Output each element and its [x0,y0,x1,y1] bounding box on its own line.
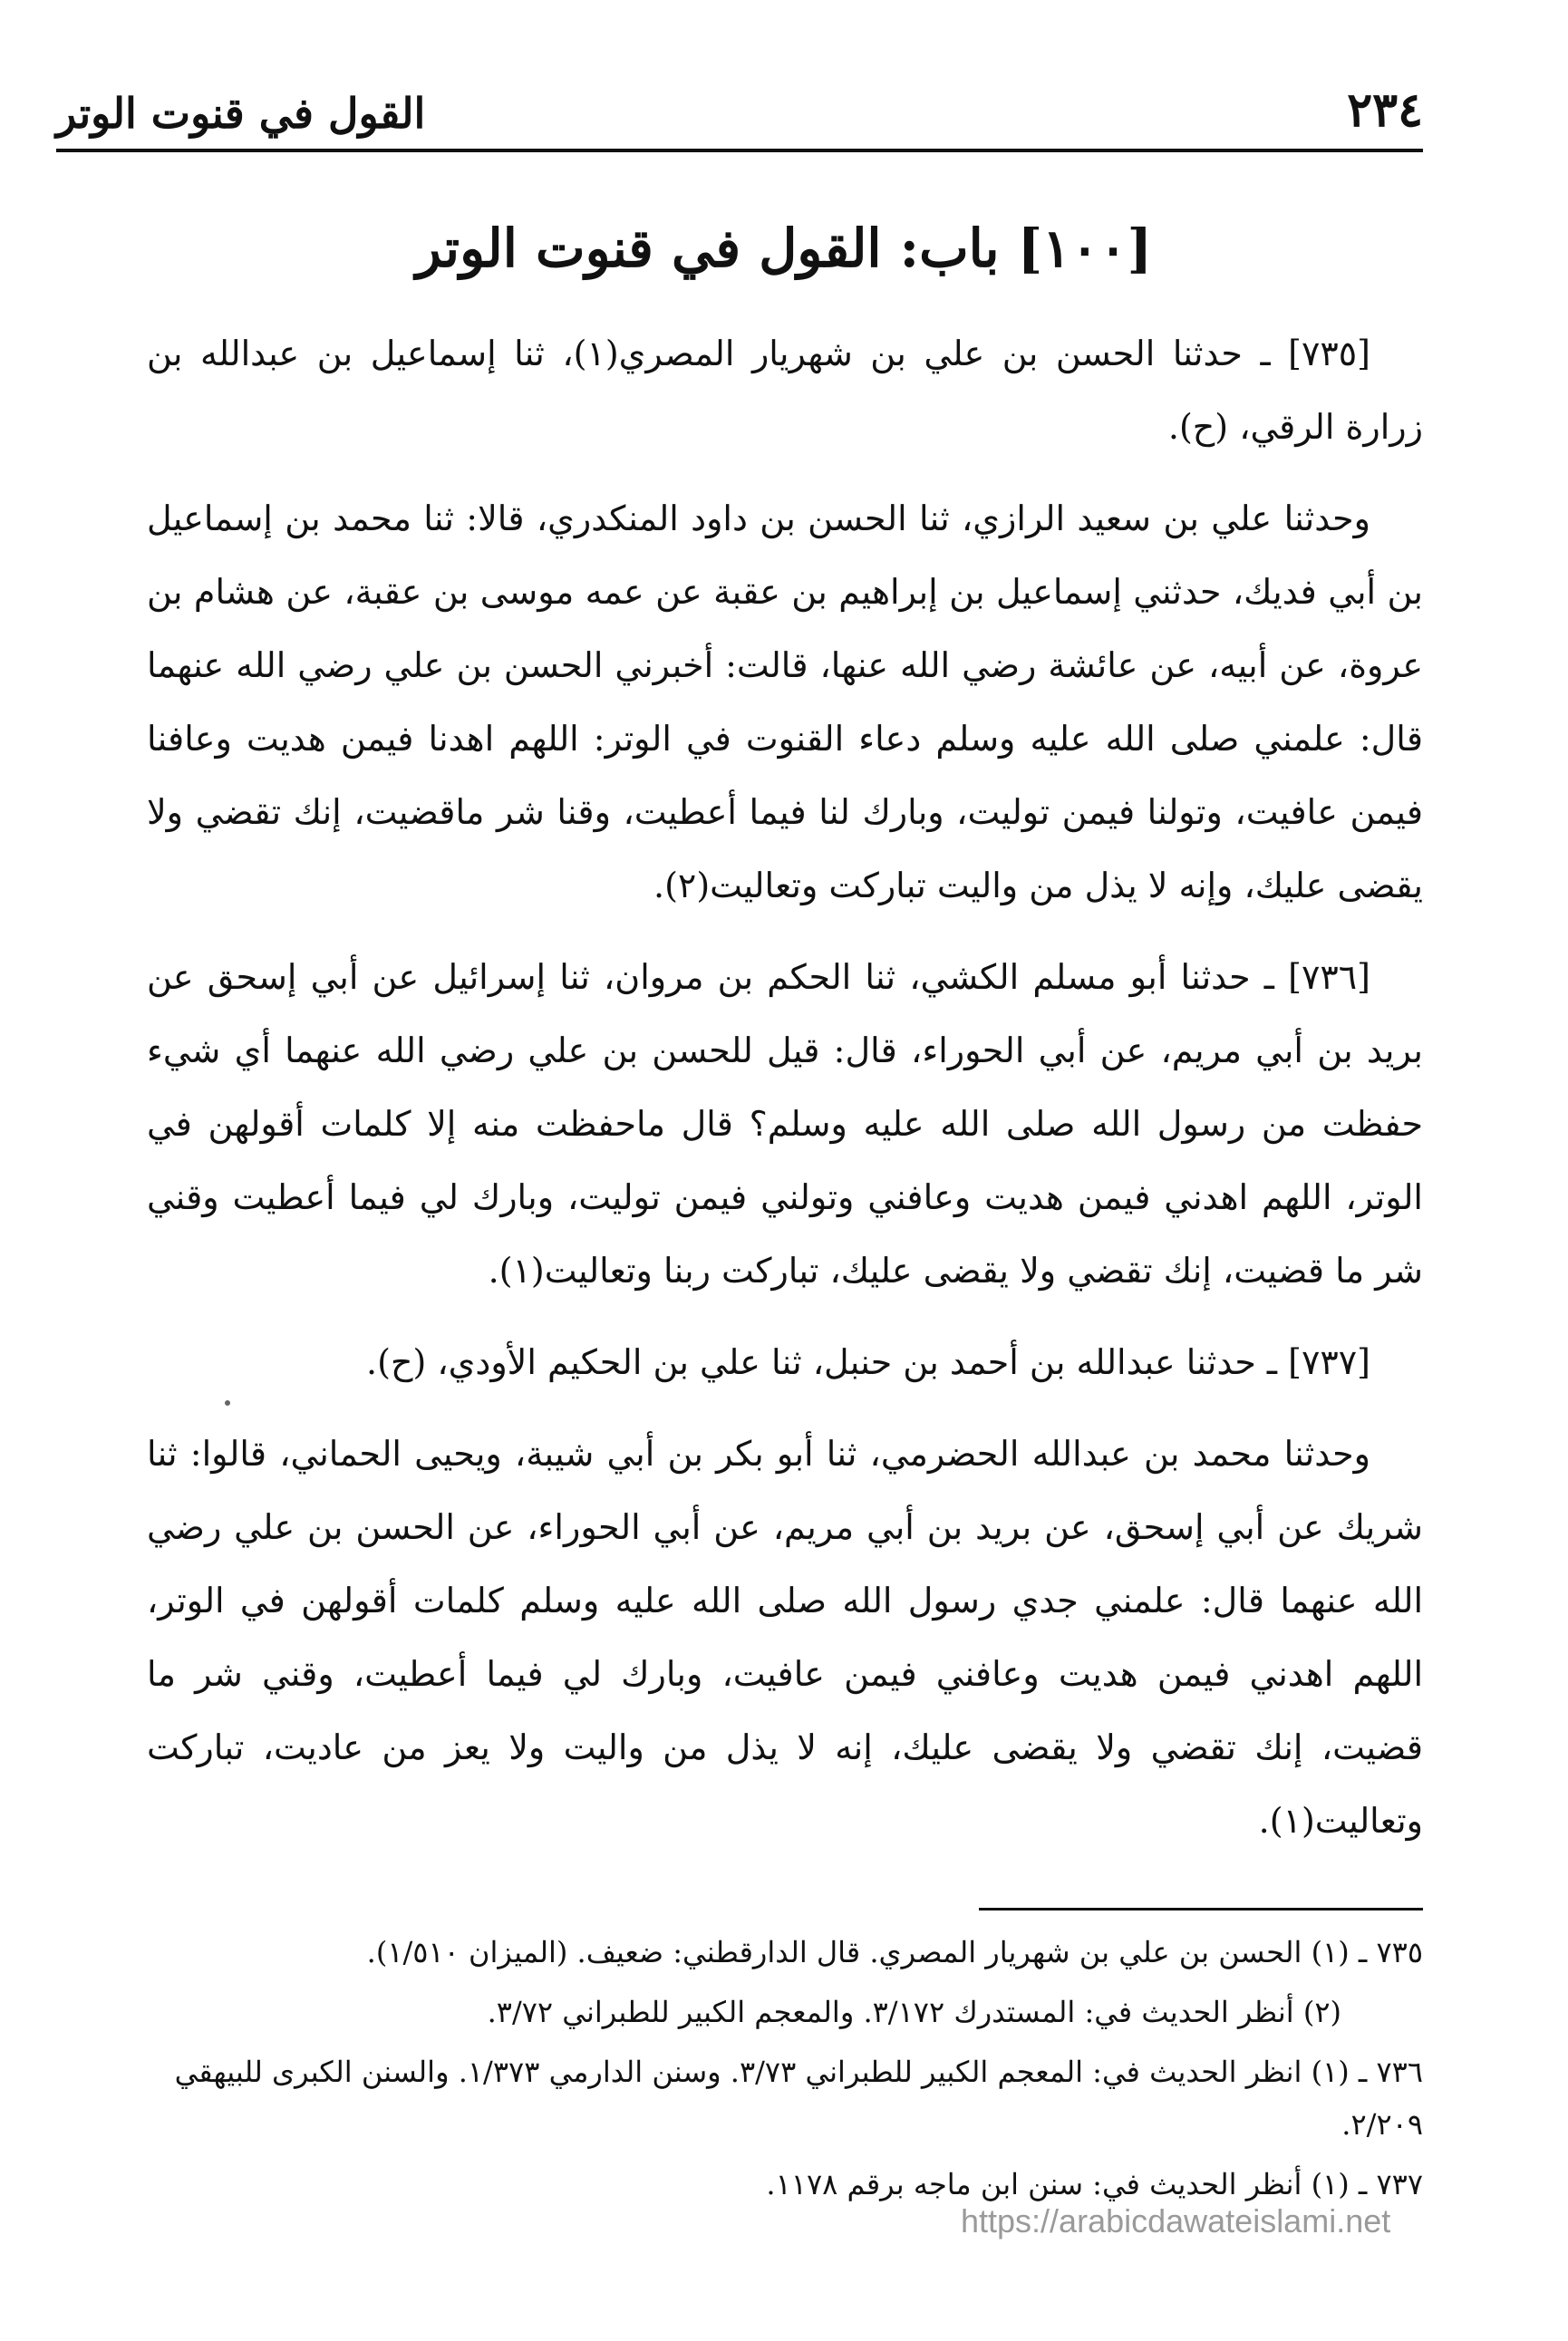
chapter-title: [١٠٠] باب: القول في قنوت الوتر [415,218,1153,279]
footnote-divider [979,1908,1423,1911]
main-text [147,317,1423,1876]
running-title: القول في قنوت الوتر [56,89,426,138]
footnotes [147,1926,1423,2218]
watermark-url: https://arabicdawateislami.net [961,2202,1391,2239]
page-number: ٢٣٤ [1347,82,1423,138]
hadith-737-chain-paragraph: وحدثنا محمد بن عبدالله الحضرمي، ثنا أبو بكر بن أبي شيبة، ويحيى الحماني، قالوا: ثنا شريك عن أبي إسحق، عن بريد بن أبي مريم، عن أبي الحوراء، عن الحسن بن علي رضي الله عنهما قال: علمني جدي رسول الله صلى الله عليه وسلم كلمات أقولهن في الوتر، اللهم اهدني فيمن هديت وعافني فيمن عافيت، وبارك لي فيما أعطيت، وقني شر ما قضيت، إنك تقضي ولا يقضى عليك، إنه لا يذل من واليت ولا يعز من عاديت، تباركت وتعاليت(١). [147,1434,1423,1841]
page-header [56,76,1423,152]
footnote-736-1: ٧٣٦ ـ (١) انظر الحديث في: المعجم الكبير للطبراني ٣/٧٣. وسنن الدارمي ١/٣٧٣. والسنن الكبرى للبيهقي ٢/٢٠٩. [174,2055,1423,2142]
footnote-737-1: ٧٣٧ ـ (١) أنظر الحديث في: سنن ابن ماجه برقم ١١٧٨. [766,2167,1423,2201]
hadith-735-paragraph: [٧٣٥] ـ حدثنا الحسن بن علي بن شهريار المصري(١)، ثنا إسماعيل بن عبدالله بن زرارة الرقي، (ح). [147,334,1423,447]
hadith-735-chain-paragraph: وحدثنا علي بن سعيد الرازي، ثنا الحسن بن داود المنكدري، قالا: ثنا محمد بن إسماعيل بن أبي فديك، حدثني إسماعيل بن إبراهيم بن عقبة عن عمه موسى بن عقبة، عن هشام بن عروة، عن أبيه، عن عائشة رضي الله عنها، قالت: أخبرني الحسن بن علي رضي الله عنهما قال: علمني صلى الله عليه وسلم دعاء القنوت في الوتر: اللهم اهدنا فيمن هديت وعافنا فيمن عافيت، وتولنا فيمن توليت، وبارك لنا فيما أعطيت، وقنا شر ماقضيت، إنك تقضي ولا يقضى عليك، وإنه لا يذل من واليت تباركت وتعاليت(٢). [147,498,1423,905]
footnote-735-1: ٧٣٥ ـ (١) الحسن بن علي بن شهريار المصري. قال الدارقطني: ضعيف. (الميزان ١/٥١٠). [366,1935,1423,1969]
footnote-735-2: (٢) أنظر الحديث في: المستدرك ٣/١٧٢. والمعجم الكبير للطبراني ٣/٧٢. [487,1995,1341,2029]
stray-dot [225,1400,230,1406]
hadith-736-paragraph: [٧٣٦] ـ حدثنا أبو مسلم الكشي، ثنا الحكم بن مروان، ثنا إسرائيل عن أبي إسحق عن بريد بن أبي مريم، عن أبي الحوراء، قال: قيل للحسن بن علي رضي الله عنهما أي شيء حفظت من رسول الله صلى الله عليه وسلم؟ قال ماحفظت منه إلا كلمات أقولهن في الوتر، اللهم اهدني فيمن هديت وعافني وتولني فيمن توليت، وبارك لي فيما أعطيت وقني شر ما قضيت، إنك تقضي ولا يقضى عليك، تباركت ربنا وتعاليت(١). [147,957,1423,1291]
hadith-737-paragraph: [٧٣٧] ـ حدثنا عبدالله بن أحمد بن حنبل، ثنا علي بن الحكيم الأودي، (ح). [366,1342,1370,1382]
